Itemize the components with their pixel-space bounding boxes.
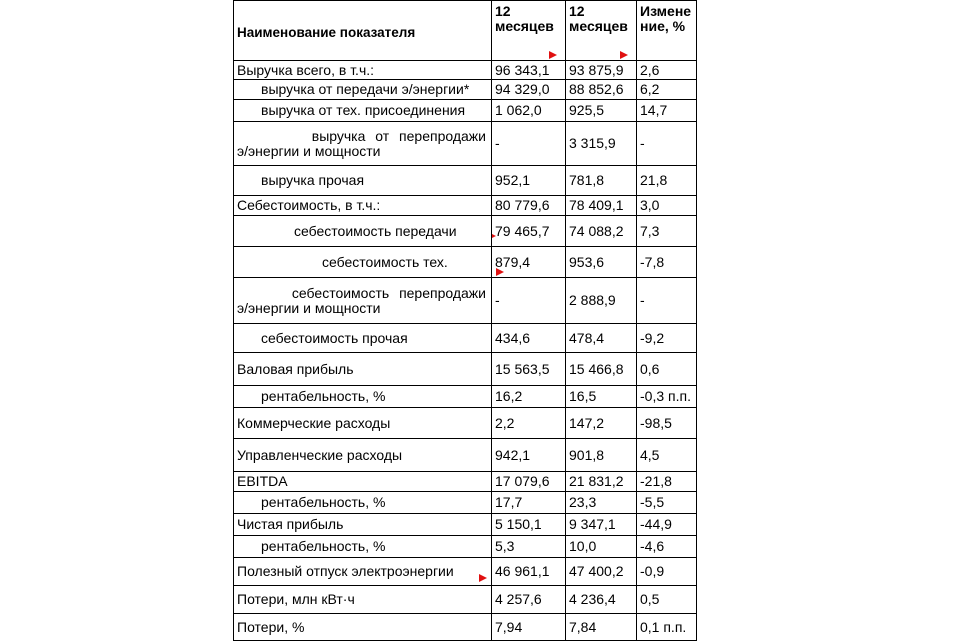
cell-previous: 78 409,1 [566, 196, 637, 216]
comment-marker-icon [492, 232, 497, 240]
header-period-current [492, 1, 566, 61]
comment-marker-icon [620, 51, 628, 59]
cell-current: 2,2 [492, 408, 566, 439]
table-row [234, 166, 697, 196]
comment-marker-icon [479, 574, 487, 582]
row-label-text: себестоимость тех. [322, 253, 448, 270]
cell-current-text: 879,4 [495, 253, 531, 270]
cell-previous: 478,4 [566, 324, 637, 353]
financial-table-document [233, 0, 696, 640]
row-label: Коммерческие расходы [234, 408, 492, 439]
row-label: выручка прочая [234, 166, 492, 196]
table-row [234, 536, 697, 558]
cell-current: 5 150,1 [492, 514, 566, 536]
cell-change: -98,5 [637, 408, 697, 439]
header-period-current-line2: месяцев [495, 18, 554, 34]
header-period-previous-line1: 12 [569, 3, 585, 19]
cell-current: 4 257,6 [492, 586, 566, 614]
row-label: Выручка всего, в т.ч.: [234, 61, 492, 80]
cell-current: 17 079,6 [492, 472, 566, 492]
row-label: выручка от тех. присоединения [234, 100, 492, 122]
row-label [234, 558, 492, 586]
table-row [234, 558, 697, 586]
cell-previous: 23,3 [566, 492, 637, 514]
table-row [234, 353, 697, 386]
cell-current: 46 961,1 [492, 558, 566, 586]
row-label: Чистая прибыль [234, 514, 492, 536]
cell-previous: 21 831,2 [566, 472, 637, 492]
row-label: EBITDA [234, 472, 492, 492]
cell-current: - [492, 122, 566, 166]
cell-change: - [637, 122, 697, 166]
cell-change: -4,6 [637, 536, 697, 558]
cell-change: - [637, 278, 697, 324]
row-label [234, 278, 492, 324]
cell-change: -5,5 [637, 492, 697, 514]
cell-previous: 925,5 [566, 100, 637, 122]
cell-change: 0,1 п.п. [637, 614, 697, 641]
cell-current: 7,94 [492, 614, 566, 641]
header-change-line2: ние, % [640, 18, 686, 34]
cell-change: -21,8 [637, 472, 697, 492]
cell-previous: 7,84 [566, 614, 637, 641]
row-label: рентабельность, % [234, 536, 492, 558]
financial-indicators-table [233, 0, 697, 641]
header-change-line1: Измене [640, 3, 692, 19]
table-row [234, 408, 697, 439]
cell-current-text: 79 465,7 [495, 222, 550, 239]
cell-previous: 93 875,9 [566, 61, 637, 80]
header-indicator-name: Наименование показателя [234, 1, 492, 61]
row-label [234, 216, 492, 247]
header-period-previous-line2: месяцев [569, 18, 628, 34]
cell-previous: 10,0 [566, 536, 637, 558]
cell-change: 4,5 [637, 439, 697, 472]
cell-change: 3,0 [637, 196, 697, 216]
cell-change: 0,6 [637, 353, 697, 386]
cell-change: 0,5 [637, 586, 697, 614]
row-label [234, 247, 492, 278]
cell-change: -9,2 [637, 324, 697, 353]
cell-current: 17,7 [492, 492, 566, 514]
cell-current: 16,2 [492, 386, 566, 408]
row-label: Управленческие расходы [234, 439, 492, 472]
cell-current: - [492, 278, 566, 324]
cell-previous: 15 466,8 [566, 353, 637, 386]
cell-previous: 147,2 [566, 408, 637, 439]
cell-previous: 74 088,2 [566, 216, 637, 247]
cell-current: 80 779,6 [492, 196, 566, 216]
cell-current: 94 329,0 [492, 80, 566, 100]
cell-change: 21,8 [637, 166, 697, 196]
cell-current: 942,1 [492, 439, 566, 472]
cell-change: -0,9 [637, 558, 697, 586]
row-label-text: себестоимость передачи [294, 222, 457, 239]
cell-current: 952,1 [492, 166, 566, 196]
cell-current [492, 247, 566, 278]
row-label: рентабельность, % [234, 386, 492, 408]
table-row [234, 196, 697, 216]
cell-change: 6,2 [637, 80, 697, 100]
cell-previous: 47 400,2 [566, 558, 637, 586]
row-label: Валовая прибыль [234, 353, 492, 386]
table-row [234, 472, 697, 492]
cell-current: 1 062,0 [492, 100, 566, 122]
header-period-current-line1: 12 [495, 3, 511, 19]
table-row [234, 514, 697, 536]
row-label: выручка от передачи э/энергии* [234, 80, 492, 100]
table-row [234, 216, 697, 247]
row-label: Потери, % [234, 614, 492, 641]
table-row [234, 80, 697, 100]
row-label [234, 122, 492, 166]
table-row [234, 100, 697, 122]
cell-previous: 9 347,1 [566, 514, 637, 536]
cell-current [492, 216, 566, 247]
cell-previous: 953,6 [566, 247, 637, 278]
row-label-text: Полезный отпуск электроэнергии [237, 563, 454, 579]
cell-previous: 4 236,4 [566, 586, 637, 614]
cell-change: -44,9 [637, 514, 697, 536]
row-label-line1: выручка от перепродажи [311, 127, 486, 144]
cell-previous: 16,5 [566, 386, 637, 408]
header-change [637, 1, 697, 61]
cell-previous: 3 315,9 [566, 122, 637, 166]
table-row [234, 439, 697, 472]
table-row [234, 247, 697, 278]
cell-current: 434,6 [492, 324, 566, 353]
cell-change: -7,8 [637, 247, 697, 278]
table-row [234, 492, 697, 514]
row-label: Потери, млн кВт·ч [234, 586, 492, 614]
table-row [234, 324, 697, 353]
cell-change: 14,7 [637, 100, 697, 122]
cell-previous: 901,8 [566, 439, 637, 472]
table-row [234, 278, 697, 324]
cell-current: 96 343,1 [492, 61, 566, 80]
cell-previous: 781,8 [566, 166, 637, 196]
table-row [234, 614, 697, 641]
row-label: себестоимость прочая [234, 324, 492, 353]
table-row [234, 61, 697, 80]
cell-current: 15 563,5 [492, 353, 566, 386]
header-period-previous [566, 1, 637, 61]
row-label: рентабельность, % [234, 492, 492, 514]
comment-marker-icon [549, 51, 557, 59]
cell-change: 7,3 [637, 216, 697, 247]
table-row [234, 586, 697, 614]
row-label-line1: себестоимость перепродажи [291, 284, 486, 301]
row-label-line2: э/энергии и мощности [237, 299, 381, 316]
cell-current: 5,3 [492, 536, 566, 558]
cell-change: -0,3 п.п. [637, 386, 697, 408]
table-row [234, 386, 697, 408]
cell-previous: 88 852,6 [566, 80, 637, 100]
table-header-row [234, 1, 697, 61]
row-label-line2: э/энергии и мощности [237, 142, 381, 159]
row-label: Себестоимость, в т.ч.: [234, 196, 492, 216]
table-row [234, 122, 697, 166]
cell-previous: 2 888,9 [566, 278, 637, 324]
cell-change: 2,6 [637, 61, 697, 80]
comment-marker-icon [496, 268, 504, 276]
